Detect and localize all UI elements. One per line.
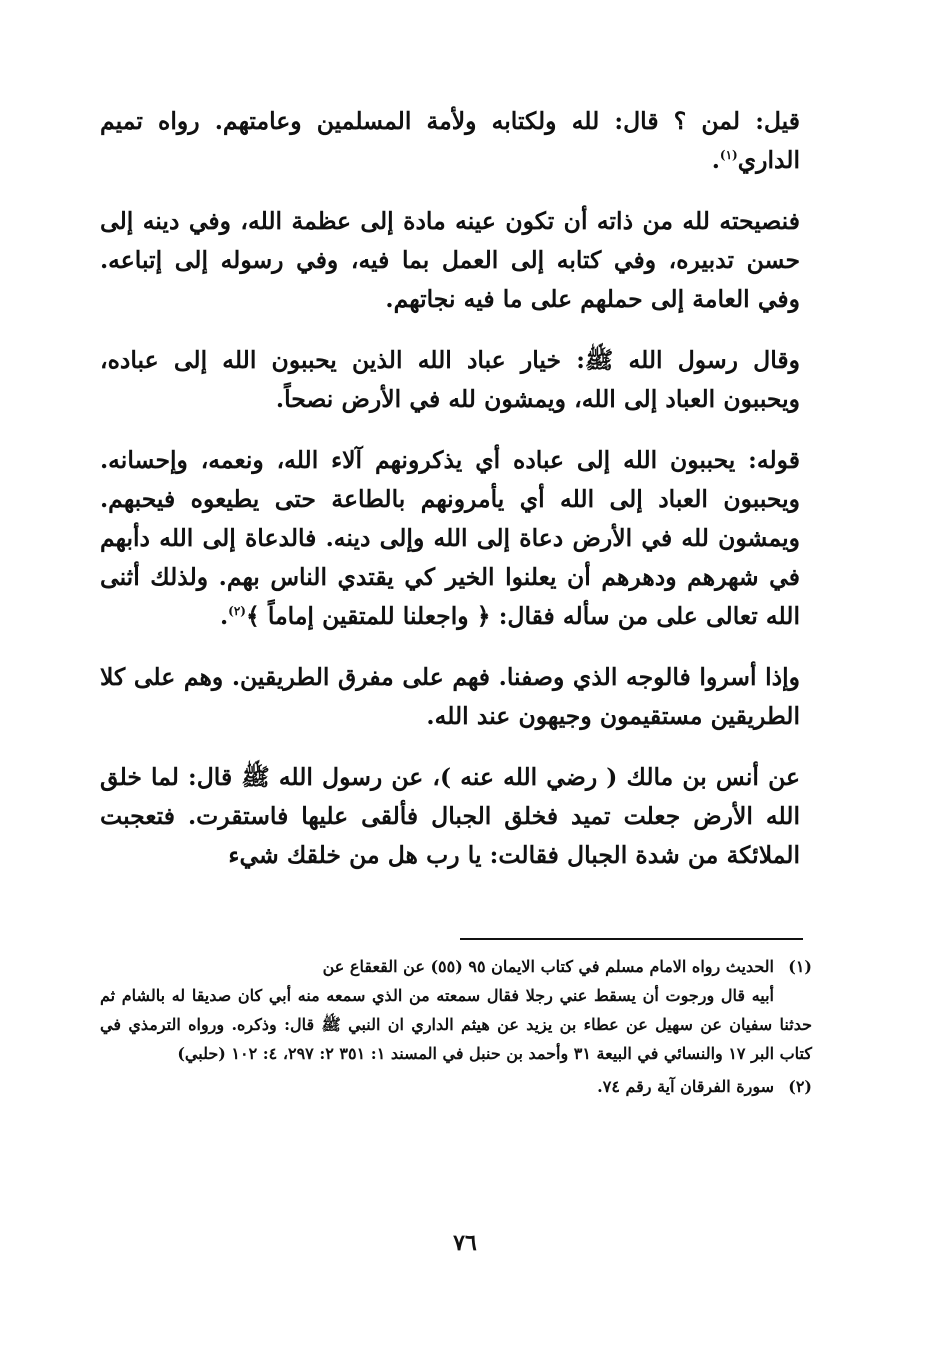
paragraph-6: عن أنس بن مالك ( رضي الله عنه )، عن رسول الله ﷺ قال: لما خلق الله الأرض جعلت تميد فخلق الجبال فألقى عليها فاستقرت. فتعجبت الملائكة من شدة الجبال فقالت: يا رب هل من خلقك شيء — [100, 763, 800, 869]
footnote-1 — [100, 952, 812, 1068]
paragraph-4: قوله: يحببون الله إلى عباده أي يذكرونهم آلاء الله، ونعمه، وإحسانه. ويحببون العباد إلى الله أي يأمرونهم بالطاعة حتى يطيعوه فيحبهم. ويمشون لله في الأرض دعاة إلى الله وإلى دينه. فالدعاة إلى الله دأبهم في شهرهم ودهرهم أن يعلنوا الخير كي يقتدي الناس بهم. ولذلك أثنى الله تعالى على من سأله فقال: ﴿ واجعلنا للمتقين إماماً ﴾$^{(٢)}$. — [100, 446, 800, 630]
footnote-2-number: (٢) — [788, 1077, 812, 1096]
footnote-1-line1: الحديث رواه الامام مسلم في كتاب الايمان ٩٥ (٥٥) عن القعقاع عن — [322, 957, 774, 976]
footnote-1-number: (١) — [788, 957, 812, 976]
page-number: ٧٦ — [453, 1230, 477, 1256]
paragraph-3: وقال رسول الله ﷺ: خيار عباد الله الذين يحببون الله إلى عباده، ويحببون العباد إلى الله، ويمشون لله في الأرض نصحاً. — [100, 346, 800, 413]
footnote-ref-2: (٢) — [228, 604, 246, 619]
footnote-divider — [460, 938, 803, 940]
footnote-ref-1: (١) — [719, 148, 738, 163]
footnote-2-text: سورة الفرقان آية رقم ٧٤. — [597, 1077, 774, 1096]
paragraph-2: فنصيحته لله من ذاته أن تكون عينه مادة إلى عظمة الله، وفي دينه إلى حسن تدبيره، وفي كتابه إلى العمل بما فيه، وفي رسوله إلى إتباعه. وفي العامة إلى حملهم على ما فيه نجاتهم. — [100, 207, 800, 313]
main-text — [100, 102, 800, 875]
paragraph-5: وإذا أسروا فالوجه الذي وصفنا. فهم على مفرق الطريقين. وهم على كلا الطريقين مستقيمون وجيهون عند الله. — [100, 663, 800, 730]
quran-quote: ﴿ واجعلنا للمتقين إماماً ﴾ — [245, 602, 491, 630]
footnote-2 — [100, 1072, 812, 1101]
footnotes — [100, 952, 812, 1105]
footnote-1-rest: أبيه قال ورجوت أن يسقط عني رجلا فقال سمعته من الذي سمعه منه أبي كان صديقا له بالشام ثم حدثنا سفيان عن سهيل عن عطاء بن يزيد عن هيثم الداري ان النبي ﷺ قال: وذكره. ورواه الترمذي في كتاب البر ١٧ والنسائي في البيعة ٣١ وأحمد بن حنبل في المسند ١: ٣٥١ ٢: ٢٩٧، ٤: ١٠٢ (حلبي) — [100, 986, 812, 1063]
paragraph-1: قيل: لمن ؟ قال: لله ولكتابه ولأمة المسلمين وعامتهم. رواه تميم الداري$^{(١)}$. — [100, 107, 800, 174]
